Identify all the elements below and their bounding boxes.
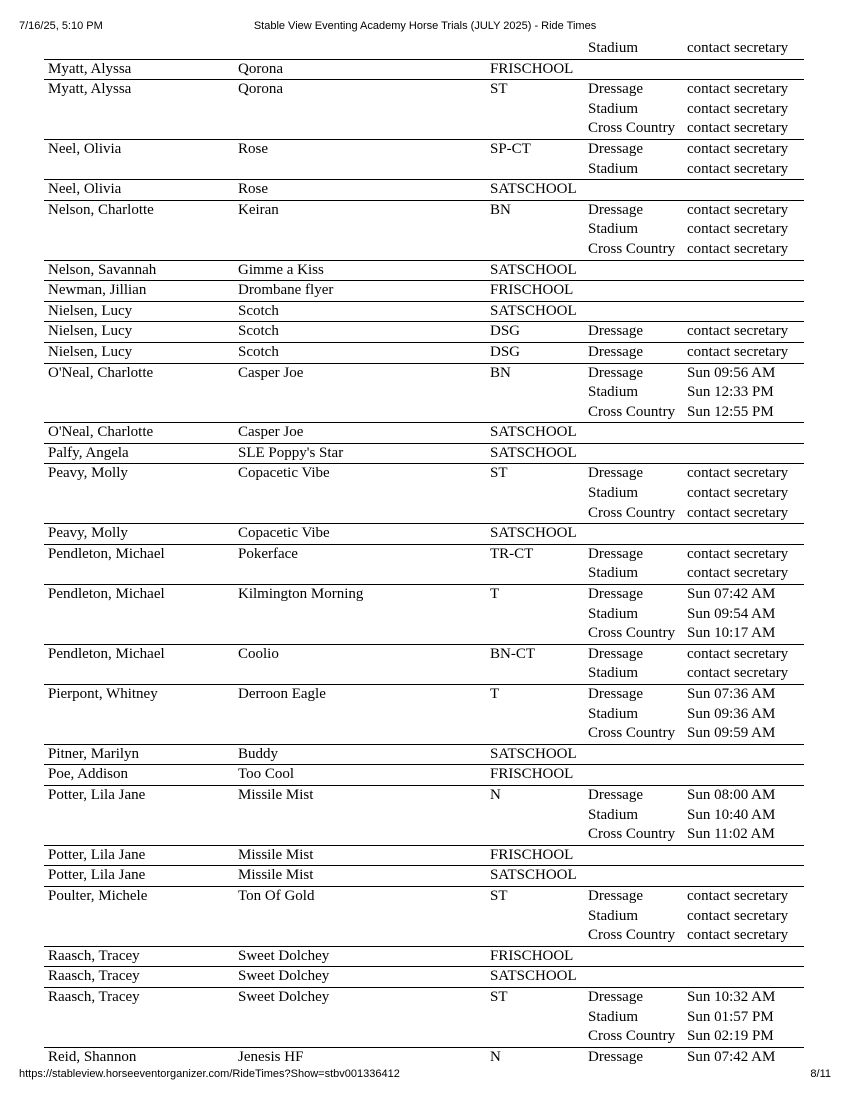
horse-name: SLE Poppy's Star xyxy=(238,444,344,461)
division: SATSCHOOL xyxy=(490,968,577,985)
horse-name: Missile Mist xyxy=(238,846,314,863)
table-row xyxy=(44,261,804,282)
time-column xyxy=(687,524,804,544)
phase-name: Cross Country xyxy=(588,504,676,521)
time-column xyxy=(687,423,804,443)
ride-times-table xyxy=(44,39,804,1067)
phase-column xyxy=(588,322,687,342)
horse-name: Copacetic Vibe xyxy=(238,525,330,542)
division: ST xyxy=(490,887,508,904)
phase-name: Stadium xyxy=(588,705,639,722)
phase-name: Dressage xyxy=(588,645,643,662)
horse-name: Scotch xyxy=(238,302,279,319)
division: N xyxy=(490,1048,501,1065)
ride-time: Sun 09:59 AM xyxy=(687,725,776,742)
horse-name: Buddy xyxy=(238,745,279,762)
rider-name: Pendleton, Michael xyxy=(48,545,165,562)
horse-name: Scotch xyxy=(238,343,279,360)
rider-name: Nielsen, Lucy xyxy=(48,343,133,360)
ride-time: Sun 07:42 AM xyxy=(687,586,776,603)
phase-name: Stadium xyxy=(588,565,639,582)
ride-time: Sun 11:02 AM xyxy=(687,826,775,843)
rider-name: Peavy, Molly xyxy=(48,465,128,482)
page-title: Stable View Eventing Academy Horse Trials (JULY 2025) - Ride Times xyxy=(253,20,597,32)
rider-name: Raasch, Tracey xyxy=(48,968,140,985)
ride-time: Sun 02:19 PM xyxy=(687,1028,774,1045)
table-row xyxy=(44,887,804,947)
division: FRISCHOOL xyxy=(490,846,574,863)
division: DSG xyxy=(490,323,521,340)
time-column xyxy=(687,364,804,423)
ride-time: contact secretary xyxy=(687,40,789,56)
ride-time: Sun 09:36 AM xyxy=(687,705,776,722)
division: ST xyxy=(490,465,508,482)
time-column xyxy=(687,343,804,363)
horse-name: Casper Joe xyxy=(238,364,304,381)
phase-column xyxy=(588,745,687,765)
phase-name: Cross Country xyxy=(588,625,676,642)
horse-name: Copacetic Vibe xyxy=(238,465,330,482)
time-column xyxy=(687,261,804,281)
phase-column xyxy=(588,947,687,967)
phase-column xyxy=(588,685,687,744)
table-row xyxy=(44,39,804,60)
division: TR-CT xyxy=(490,545,534,562)
ride-time: contact secretary xyxy=(687,81,789,98)
phase-name: Dressage xyxy=(588,465,643,482)
ride-time: Sun 12:33 PM xyxy=(687,384,774,401)
phase-column xyxy=(588,545,687,584)
table-row xyxy=(44,343,804,364)
rider-name: Pendleton, Michael xyxy=(48,645,165,662)
rider-name: Potter, Lila Jane xyxy=(48,846,146,863)
horse-name: Ton Of Gold xyxy=(238,887,315,904)
ride-time: Sun 07:36 AM xyxy=(687,686,776,702)
phase-name: Cross Country xyxy=(588,927,676,944)
table-row xyxy=(44,80,804,140)
horse-name: Drombane flyer xyxy=(238,282,334,299)
division: SATSCHOOL xyxy=(490,867,577,884)
rider-name: Myatt, Alyssa xyxy=(48,81,132,98)
phase-column xyxy=(588,866,687,886)
horse-name: Qorona xyxy=(238,81,283,98)
phase-name: Stadium xyxy=(588,665,639,682)
time-column xyxy=(687,302,804,322)
table-row xyxy=(44,180,804,201)
rider-name: Poulter, Michele xyxy=(48,887,148,904)
phase-column xyxy=(588,423,687,443)
rider-name: Neel, Olivia xyxy=(48,140,122,157)
rider-name xyxy=(44,39,238,59)
division: T xyxy=(490,586,500,603)
phase-name: Cross Country xyxy=(588,120,676,137)
division: DSG xyxy=(490,343,521,360)
time-column xyxy=(687,846,804,866)
ride-time: contact secretary xyxy=(687,887,789,904)
phase-name: Cross Country xyxy=(588,1028,676,1045)
ride-time: Sun 08:00 AM xyxy=(687,786,776,803)
phase-name: Dressage xyxy=(588,988,643,1005)
rider-name: Pendleton, Michael xyxy=(48,586,165,603)
ride-time: contact secretary xyxy=(687,927,789,944)
table-row xyxy=(44,585,804,645)
ride-time: contact secretary xyxy=(687,201,789,218)
ride-time: Sun 12:55 PM xyxy=(687,403,774,420)
division: SATSCHOOL xyxy=(490,525,577,542)
table-row xyxy=(44,786,804,846)
phase-column xyxy=(588,786,687,845)
division: SATSCHOOL xyxy=(490,444,577,461)
phase-name: Dressage xyxy=(588,343,643,360)
phase-column xyxy=(588,1048,687,1068)
horse-name: Sweet Dolchey xyxy=(238,988,330,1005)
phase-column xyxy=(588,444,687,464)
rider-name: Reid, Shannon xyxy=(48,1048,137,1065)
phase-name: Dressage xyxy=(588,586,643,603)
division: FRISCHOOL xyxy=(490,282,574,299)
rider-name: Nelson, Savannah xyxy=(48,261,157,278)
phase-name: Dressage xyxy=(588,786,643,803)
horse-name: Pokerface xyxy=(238,545,298,562)
rider-name: Nielsen, Lucy xyxy=(48,302,133,319)
division: FRISCHOOL xyxy=(490,947,574,964)
phase-column xyxy=(588,765,687,785)
rider-name: Pitner, Marilyn xyxy=(48,745,140,762)
time-column xyxy=(687,967,804,987)
phase-name: Dressage xyxy=(588,81,643,98)
phase-name: Stadium xyxy=(588,605,639,622)
time-column xyxy=(687,180,804,200)
division: N xyxy=(490,786,501,803)
ride-time: Sun 10:32 AM xyxy=(687,988,776,1005)
ride-time: contact secretary xyxy=(687,485,789,502)
time-column xyxy=(687,745,804,765)
page-number: 8/11 xyxy=(810,1068,831,1080)
horse-name: Sweet Dolchey xyxy=(238,968,330,985)
phase-column xyxy=(588,281,687,301)
rider-name: Neel, Olivia xyxy=(48,181,122,198)
division: SP-CT xyxy=(490,140,531,157)
horse-name: Missile Mist xyxy=(238,867,314,884)
phase-name: Cross Country xyxy=(588,826,676,843)
rider-name: Nielsen, Lucy xyxy=(48,323,133,340)
phase-column xyxy=(588,645,687,684)
phase-name: Stadium xyxy=(588,221,639,238)
division: SATSCHOOL xyxy=(490,745,577,762)
rider-name: Myatt, Alyssa xyxy=(48,60,132,77)
division: ST xyxy=(490,988,508,1005)
table-row xyxy=(44,1048,804,1068)
ride-time: contact secretary xyxy=(687,120,789,137)
phase-column xyxy=(588,180,687,200)
phase-name: Dressage xyxy=(588,686,643,702)
ride-time: contact secretary xyxy=(687,100,789,117)
ride-time: contact secretary xyxy=(687,545,789,562)
ride-time: contact secretary xyxy=(687,240,789,257)
ride-time: Sun 10:40 AM xyxy=(687,806,776,823)
division: BN-CT xyxy=(490,645,535,662)
page-url: https://stableview.horseeventorganizer.com/RideTimes?Show=stbv001336412 xyxy=(19,1068,400,1080)
table-row xyxy=(44,947,804,968)
ride-time: contact secretary xyxy=(687,504,789,521)
phase-column xyxy=(588,364,687,423)
time-column xyxy=(687,585,804,644)
rider-name: Potter, Lila Jane xyxy=(48,867,146,884)
time-column xyxy=(687,947,804,967)
phase-column xyxy=(588,140,687,179)
horse-name: Kilmington Morning xyxy=(238,586,364,603)
table-row xyxy=(44,967,804,988)
time-column xyxy=(687,281,804,301)
rider-name: Newman, Jillian xyxy=(48,282,147,299)
ride-time: Sun 01:57 PM xyxy=(687,1008,774,1025)
horse-name: Sweet Dolchey xyxy=(238,947,330,964)
table-row xyxy=(44,685,804,745)
table-row xyxy=(44,846,804,867)
table-row xyxy=(44,524,804,545)
time-column xyxy=(687,685,804,744)
table-row xyxy=(44,201,804,261)
horse-name: Scotch xyxy=(238,323,279,340)
table-row xyxy=(44,322,804,343)
ride-time: Sun 07:42 AM xyxy=(687,1048,776,1065)
phase-name: Stadium xyxy=(588,100,639,117)
horse-name: Casper Joe xyxy=(238,424,304,441)
division: FRISCHOOL xyxy=(490,766,574,783)
ride-time: Sun 09:54 AM xyxy=(687,605,776,622)
ride-time: Sun 10:17 AM xyxy=(687,625,776,642)
phase-column xyxy=(588,524,687,544)
phase-column xyxy=(588,201,687,260)
division: FRISCHOOL xyxy=(490,60,574,77)
horse-name: Derroon Eagle xyxy=(238,686,326,702)
table-row xyxy=(44,745,804,766)
ride-time: contact secretary xyxy=(687,140,789,157)
ride-time: contact secretary xyxy=(687,160,789,177)
rider-name: Potter, Lila Jane xyxy=(48,786,146,803)
phase-name: Stadium xyxy=(588,1008,639,1025)
time-column xyxy=(687,645,804,684)
horse-name: Qorona xyxy=(238,60,283,77)
table-row xyxy=(44,423,804,444)
division: SATSCHOOL xyxy=(490,302,577,319)
horse-name: Jenesis HF xyxy=(238,1048,304,1065)
rider-name: O'Neal, Charlotte xyxy=(48,364,154,381)
phase-column xyxy=(588,585,687,644)
phase-column xyxy=(588,261,687,281)
rider-name: Raasch, Tracey xyxy=(48,947,140,964)
phase-column xyxy=(588,887,687,946)
phase-name: Stadium xyxy=(588,40,639,56)
division: SATSCHOOL xyxy=(490,181,577,198)
phase-column xyxy=(588,39,687,59)
time-column xyxy=(687,866,804,886)
time-column xyxy=(687,545,804,584)
time-column xyxy=(687,988,804,1047)
table-row xyxy=(44,281,804,302)
phase-column xyxy=(588,302,687,322)
division: T xyxy=(490,686,500,702)
phase-column xyxy=(588,60,687,80)
phase-name: Dressage xyxy=(588,364,643,381)
ride-time: contact secretary xyxy=(687,323,789,340)
table-row xyxy=(44,444,804,465)
table-row xyxy=(44,765,804,786)
horse-name: Keiran xyxy=(238,201,279,218)
horse-name: Rose xyxy=(238,140,268,157)
time-column xyxy=(687,60,804,80)
rider-name: O'Neal, Charlotte xyxy=(48,424,154,441)
time-column xyxy=(687,765,804,785)
rider-name: Nelson, Charlotte xyxy=(48,201,154,218)
ride-time: contact secretary xyxy=(687,665,789,682)
horse-name: Missile Mist xyxy=(238,786,314,803)
phase-column xyxy=(588,967,687,987)
horse-name: Coolio xyxy=(238,645,279,662)
time-column xyxy=(687,786,804,845)
ride-time: Sun 09:56 AM xyxy=(687,364,776,381)
phase-name: Stadium xyxy=(588,907,639,924)
rider-name: Palfy, Angela xyxy=(48,444,129,461)
table-row xyxy=(44,140,804,180)
print-datetime: 7/16/25, 5:10 PM xyxy=(19,20,103,32)
horse-name xyxy=(238,39,490,59)
time-column xyxy=(687,201,804,260)
rider-name: Peavy, Molly xyxy=(48,525,128,542)
ride-time: contact secretary xyxy=(687,465,789,482)
phase-name: Dressage xyxy=(588,323,643,340)
division: SATSCHOOL xyxy=(490,424,577,441)
division: BN xyxy=(490,364,511,381)
phase-name: Dressage xyxy=(588,545,643,562)
division: BN xyxy=(490,201,511,218)
phase-name: Cross Country xyxy=(588,240,676,257)
ride-time: contact secretary xyxy=(687,221,789,238)
phase-column xyxy=(588,343,687,363)
time-column xyxy=(687,444,804,464)
time-column xyxy=(687,1048,804,1068)
table-row xyxy=(44,645,804,685)
table-row xyxy=(44,364,804,424)
table-row xyxy=(44,988,804,1048)
phase-column xyxy=(588,846,687,866)
table-row xyxy=(44,866,804,887)
rider-name: Raasch, Tracey xyxy=(48,988,140,1005)
table-row xyxy=(44,545,804,585)
time-column xyxy=(687,140,804,179)
table-row xyxy=(44,302,804,323)
phase-column xyxy=(588,80,687,139)
time-column xyxy=(687,39,804,59)
horse-name: Gimme a Kiss xyxy=(238,261,324,278)
ride-time: contact secretary xyxy=(687,645,789,662)
time-column xyxy=(687,80,804,139)
rider-name: Poe, Addison xyxy=(48,766,129,783)
division xyxy=(490,39,588,59)
time-column xyxy=(687,322,804,342)
phase-name: Stadium xyxy=(588,160,639,177)
ride-time: contact secretary xyxy=(687,565,789,582)
rider-name: Pierpont, Whitney xyxy=(48,686,158,702)
division: ST xyxy=(490,81,508,98)
ride-time: contact secretary xyxy=(687,907,789,924)
table-row xyxy=(44,464,804,524)
phase-column xyxy=(588,464,687,523)
division: SATSCHOOL xyxy=(490,261,577,278)
horse-name: Rose xyxy=(238,181,268,198)
phase-name: Stadium xyxy=(588,485,639,502)
ride-time: contact secretary xyxy=(687,343,789,360)
phase-name: Dressage xyxy=(588,887,643,904)
phase-column xyxy=(588,988,687,1047)
phase-name: Dressage xyxy=(588,1048,643,1065)
phase-name: Dressage xyxy=(588,140,643,157)
horse-name: Too Cool xyxy=(238,766,295,783)
phase-name: Dressage xyxy=(588,201,643,218)
phase-name: Stadium xyxy=(588,384,639,401)
phase-name: Cross Country xyxy=(588,725,676,742)
table-row xyxy=(44,60,804,81)
phase-name: Stadium xyxy=(588,806,639,823)
time-column xyxy=(687,464,804,523)
phase-name: Cross Country xyxy=(588,403,676,420)
time-column xyxy=(687,887,804,946)
